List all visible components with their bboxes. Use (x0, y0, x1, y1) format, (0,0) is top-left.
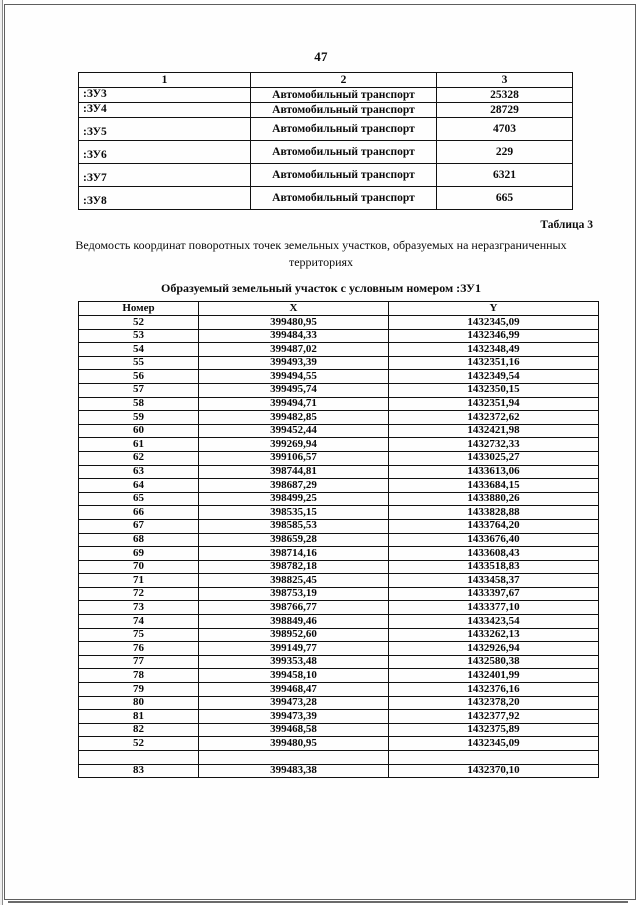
coordinates-header-row (79, 302, 599, 316)
coord-number-cell: 54 (79, 343, 199, 357)
table-row (79, 88, 573, 103)
plot-area-cell: 25328 (437, 88, 573, 103)
table-row (79, 164, 573, 187)
table-row (79, 710, 599, 724)
page-number: 47 (314, 49, 328, 64)
coord-x-cell: 398782,18 (199, 560, 389, 574)
table-row (79, 696, 599, 710)
table-row (79, 370, 599, 384)
coord-number-cell: 72 (79, 587, 199, 601)
table-row (79, 451, 599, 465)
scan-edge-bottom (8, 901, 628, 903)
table-row (79, 669, 599, 683)
coord-x-cell: 399149,77 (199, 642, 389, 656)
plot-use-cell: Автомобильный транспорт (251, 103, 437, 118)
coord-x-cell: 399452,44 (199, 424, 389, 438)
coordinates-table-body (79, 316, 599, 778)
coord-y-cell: 1432378,20 (389, 696, 599, 710)
coord-y-cell: 1432375,89 (389, 723, 599, 737)
table-row (79, 723, 599, 737)
coord-y-cell: 1432580,38 (389, 655, 599, 669)
coord-number-cell: 80 (79, 696, 199, 710)
plot-use-cell: Автомобильный транспорт (251, 88, 437, 103)
coord-x-cell: 398849,46 (199, 615, 389, 629)
coord-number-cell: 73 (79, 601, 199, 615)
coord-y-cell: 1432351,16 (389, 356, 599, 370)
coord-number-cell: 75 (79, 628, 199, 642)
purpose-table-head (79, 73, 573, 88)
coord-y-cell: 1432345,09 (389, 316, 599, 330)
coord-x-cell: 399483,38 (199, 764, 389, 778)
table-row (79, 560, 599, 574)
table-row (79, 411, 599, 425)
coord-x-cell: 399269,94 (199, 438, 389, 452)
coord-y-cell: 1433676,40 (389, 533, 599, 547)
coord-y-cell: 1433608,43 (389, 547, 599, 561)
coord-x-cell: 398766,77 (199, 601, 389, 615)
table-row (79, 438, 599, 452)
table-row (79, 383, 599, 397)
coord-y-cell: 1432350,15 (389, 383, 599, 397)
coord-number-cell: 52 (79, 737, 199, 751)
plot-area-cell: 6321 (437, 164, 573, 187)
coord-number-cell: 82 (79, 723, 199, 737)
coord-x-cell: 399458,10 (199, 669, 389, 683)
coord-x-cell: 399494,55 (199, 370, 389, 384)
coord-y-cell: 1432346,99 (389, 329, 599, 343)
coord-number-cell: 57 (79, 383, 199, 397)
table-row (79, 316, 599, 330)
coord-number-cell: 52 (79, 316, 199, 330)
coord-number-cell: 56 (79, 370, 199, 384)
coord-number-cell: 55 (79, 356, 199, 370)
coord-y-cell: 1433262,13 (389, 628, 599, 642)
coord-x-cell: 399473,28 (199, 696, 389, 710)
coord-number-cell: 62 (79, 451, 199, 465)
coord-y-cell: 1432401,99 (389, 669, 599, 683)
table-row (79, 737, 599, 751)
page-title: Ведомость координат поворотных точек земельных участков, образуемых на неразграниченных территориях (75, 238, 567, 270)
scanned-page (4, 4, 636, 900)
table-row-spacer (79, 751, 599, 765)
table-row (79, 587, 599, 601)
purpose-table-header-row (79, 73, 573, 88)
coord-x-cell: 398714,16 (199, 547, 389, 561)
coord-number-cell: 67 (79, 519, 199, 533)
table-row (79, 103, 573, 118)
coord-x-cell: 399480,95 (199, 737, 389, 751)
coord-y-cell: 1432732,33 (389, 438, 599, 452)
coord-number-cell: 59 (79, 411, 199, 425)
table-row (79, 492, 599, 506)
table-row (79, 519, 599, 533)
coord-y-cell: 1432349,54 (389, 370, 599, 384)
coord-y-cell: 1433613,06 (389, 465, 599, 479)
coord-y-cell: 1433518,83 (389, 560, 599, 574)
section-subtitle: Образуемый земельный участок с условным номером :ЗУ1 (161, 281, 481, 295)
coord-number-cell: 76 (79, 642, 199, 656)
coord-x-cell: 399480,95 (199, 316, 389, 330)
coord-x-cell: 399473,39 (199, 710, 389, 724)
coord-x-cell: 398659,28 (199, 533, 389, 547)
coord-number-cell (79, 751, 199, 765)
table-row (79, 574, 599, 588)
coord-number-cell: 70 (79, 560, 199, 574)
coord-x-cell: 399482,85 (199, 411, 389, 425)
coord-y-cell: 1433377,10 (389, 601, 599, 615)
table-row (79, 547, 599, 561)
coord-x-cell: 398535,15 (199, 506, 389, 520)
table-row (79, 356, 599, 370)
table-row (79, 343, 599, 357)
coord-y-cell: 1433397,67 (389, 587, 599, 601)
table-row (79, 601, 599, 615)
table-row (79, 764, 599, 778)
table-row (79, 187, 573, 210)
table-row (79, 465, 599, 479)
land-plot-purpose-table (78, 72, 573, 210)
coord-number-cell: 71 (79, 574, 199, 588)
plot-area-cell: 28729 (437, 103, 573, 118)
coord-x-cell: 398825,45 (199, 574, 389, 588)
table-row (79, 479, 599, 493)
scan-edge-left (0, 0, 3, 905)
coord-x-cell: 399106,57 (199, 451, 389, 465)
coord-number-cell: 83 (79, 764, 199, 778)
coord-y-cell: 1433684,15 (389, 479, 599, 493)
coord-x-cell: 399353,48 (199, 655, 389, 669)
coord-x-cell (199, 751, 389, 765)
coord-number-cell: 64 (79, 479, 199, 493)
table-row (79, 533, 599, 547)
plot-use-cell: Автомобильный транспорт (251, 141, 437, 164)
plot-use-cell: Автомобильный транспорт (251, 187, 437, 210)
coord-number-cell: 61 (79, 438, 199, 452)
purpose-header-col-3: 3 (437, 73, 573, 88)
coord-y-cell: 1432348,49 (389, 343, 599, 357)
table-caption: Таблица 3 (540, 219, 593, 231)
coord-number-cell: 58 (79, 397, 199, 411)
coord-y-cell: 1433764,20 (389, 519, 599, 533)
plot-number-cell: :ЗУ3 (79, 88, 251, 103)
coord-y-cell: 1432351,94 (389, 397, 599, 411)
table-row (79, 683, 599, 697)
plot-use-cell: Автомобильный транспорт (251, 118, 437, 141)
coordinates-table (78, 301, 599, 778)
table-row (79, 642, 599, 656)
coord-header-y: Y (389, 302, 599, 316)
coord-number-cell: 63 (79, 465, 199, 479)
coord-y-cell: 1432421,98 (389, 424, 599, 438)
coord-x-cell: 398499,25 (199, 492, 389, 506)
plot-area-cell: 4703 (437, 118, 573, 141)
table-row (79, 424, 599, 438)
coord-x-cell: 398585,53 (199, 519, 389, 533)
plot-area-cell: 229 (437, 141, 573, 164)
coord-y-cell: 1432376,16 (389, 683, 599, 697)
plot-number-cell: :ЗУ4 (79, 103, 251, 118)
table-row (79, 506, 599, 520)
coord-x-cell: 399495,74 (199, 383, 389, 397)
plot-number-cell: :ЗУ8 (79, 187, 251, 210)
plot-number-cell: :ЗУ7 (79, 164, 251, 187)
coord-number-cell: 68 (79, 533, 199, 547)
table-row (79, 655, 599, 669)
purpose-header-col-2: 2 (251, 73, 437, 88)
coord-y-cell: 1433828,88 (389, 506, 599, 520)
coord-header-number: Номер (79, 302, 199, 316)
coord-number-cell: 78 (79, 669, 199, 683)
coord-x-cell: 399493,39 (199, 356, 389, 370)
coord-y-cell: 1433880,26 (389, 492, 599, 506)
table-row (79, 329, 599, 343)
coord-x-cell: 399468,58 (199, 723, 389, 737)
page-content (5, 5, 637, 901)
coord-y-cell: 1433458,37 (389, 574, 599, 588)
coord-x-cell: 398753,19 (199, 587, 389, 601)
coord-y-cell: 1433025,27 (389, 451, 599, 465)
coord-header-x: X (199, 302, 389, 316)
plot-number-cell: :ЗУ6 (79, 141, 251, 164)
coord-number-cell: 79 (79, 683, 199, 697)
coord-number-cell: 60 (79, 424, 199, 438)
table-row (79, 141, 573, 164)
coord-number-cell: 81 (79, 710, 199, 724)
coord-y-cell: 1432345,09 (389, 737, 599, 751)
coord-x-cell: 398952,60 (199, 628, 389, 642)
coord-x-cell: 399487,02 (199, 343, 389, 357)
table-row (79, 118, 573, 141)
purpose-table-body (79, 88, 573, 210)
table-row (79, 615, 599, 629)
coord-number-cell: 53 (79, 329, 199, 343)
coordinates-table-head (79, 302, 599, 316)
coord-x-cell: 398687,29 (199, 479, 389, 493)
coord-x-cell: 398744,81 (199, 465, 389, 479)
coord-y-cell: 1432372,62 (389, 411, 599, 425)
coord-y-cell: 1433423,54 (389, 615, 599, 629)
coord-y-cell: 1432926,94 (389, 642, 599, 656)
table-row (79, 628, 599, 642)
coord-x-cell: 399494,71 (199, 397, 389, 411)
coord-number-cell: 66 (79, 506, 199, 520)
coord-number-cell: 69 (79, 547, 199, 561)
plot-use-cell: Автомобильный транспорт (251, 164, 437, 187)
coord-y-cell (389, 751, 599, 765)
coord-number-cell: 77 (79, 655, 199, 669)
coord-y-cell: 1432370,10 (389, 764, 599, 778)
purpose-header-col-1: 1 (79, 73, 251, 88)
coord-y-cell: 1432377,92 (389, 710, 599, 724)
coord-x-cell: 399484,33 (199, 329, 389, 343)
plot-area-cell: 665 (437, 187, 573, 210)
coord-number-cell: 74 (79, 615, 199, 629)
plot-number-cell: :ЗУ5 (79, 118, 251, 141)
table-row (79, 397, 599, 411)
coord-x-cell: 399468,47 (199, 683, 389, 697)
coord-number-cell: 65 (79, 492, 199, 506)
